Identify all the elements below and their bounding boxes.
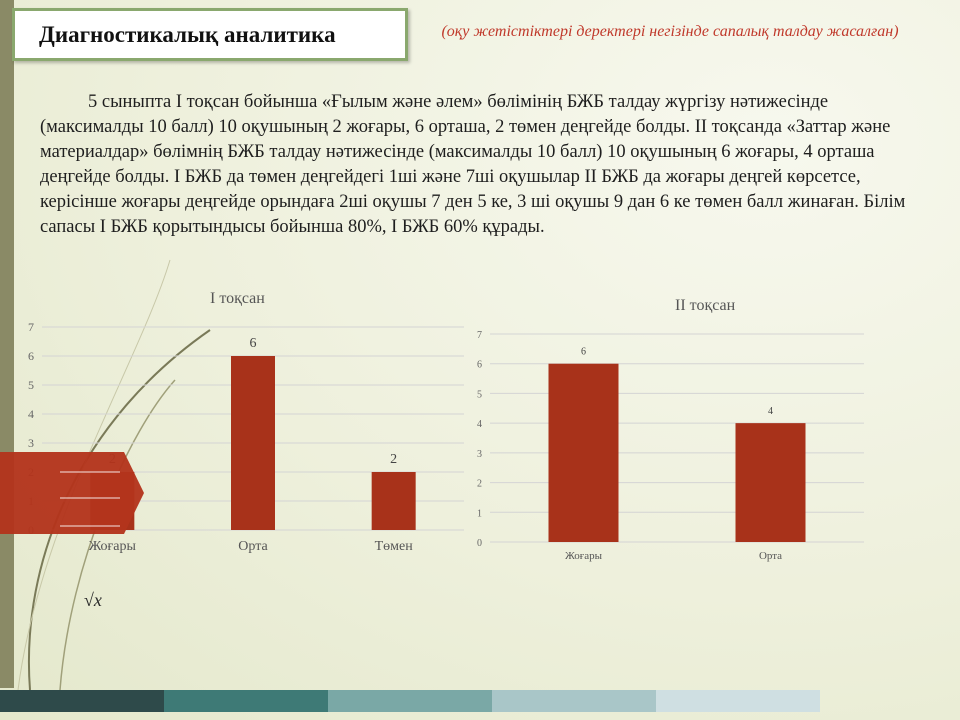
- y-tick-label: 4: [28, 407, 34, 421]
- chart1-title: І тоқсан: [210, 290, 265, 307]
- bar: [231, 356, 275, 530]
- band-segment-4: [492, 690, 656, 712]
- x-category-label: Жоғары: [88, 539, 136, 554]
- bar: [736, 423, 806, 542]
- y-tick-label: 7: [28, 320, 34, 334]
- y-tick-label: 7: [477, 330, 482, 341]
- chart-quarter-2: [470, 320, 920, 565]
- x-category-label: Жоғары: [564, 550, 603, 562]
- band-segment-1: [0, 690, 164, 712]
- y-tick-label: 6: [477, 359, 482, 371]
- slide-title-box: [12, 8, 408, 61]
- data-label: 4: [768, 406, 773, 418]
- band-segment-2: [164, 690, 328, 712]
- bar: [549, 364, 619, 542]
- data-label: 6: [581, 346, 586, 358]
- data-label: 2: [390, 452, 398, 467]
- y-tick-label: 6: [28, 349, 34, 363]
- left-accent-bar: [0, 0, 14, 688]
- slide-subtitle: (оқу жетістіктері деректері негізінде сапалық талдау жасалған): [441, 23, 899, 40]
- band-segment-3: [328, 690, 492, 712]
- x-category-label: Төмен: [374, 539, 413, 554]
- y-tick-label: 4: [477, 419, 482, 431]
- x-category-label: Орта: [758, 550, 783, 562]
- y-tick-label: 2: [477, 478, 482, 490]
- slide-title: Диагностикалық аналитика: [39, 21, 336, 47]
- arrow-shape-icon: [0, 452, 144, 534]
- bar: [372, 472, 416, 530]
- y-tick-label: 0: [477, 538, 482, 549]
- y-tick-label: 5: [28, 378, 34, 392]
- y-tick-label: 5: [477, 389, 482, 401]
- chart2-title: ІІ тоқсан: [675, 297, 736, 314]
- x-category-label: Орта: [238, 539, 268, 554]
- bottom-color-band: [0, 690, 960, 712]
- analysis-paragraph: 5 сыныпта І тоқсан бойынша «Ғылым және әлем» бөлімінің БЖБ талдау жүргізу нәтижесінде (максималды 10 балл) 10 оқушының 2 жоғары, 6 орташа, 2 төмен деңгейде болды. ІІ тоқсанда «Заттар және материалдар» бөлімнің БЖБ талдау нәтижесінде (максималды 10 балл) 10 оқушының 6 жоғары, 4 орташа деңгейде болды. І БЖБ да төмен деңгейдегі 1ші және 7ші оқушылар ІІ БЖБ да жоғары деңгей көрсетсе, керісінше жоғары деңгейде орындаға 2ші оқушы 7 ден 5 ке, 3 ші оқушы 9 дан 6 ке төмен балл жинаған. Білім сапасы І БЖБ қорытындысы бойынша 80%, І БЖБ 60% құрады.: [40, 92, 906, 237]
- data-label: 6: [249, 336, 257, 351]
- y-tick-label: 3: [477, 448, 482, 460]
- y-tick-label: 1: [477, 508, 482, 520]
- y-tick-label: 3: [28, 436, 34, 450]
- formula-symbol: √x: [84, 590, 102, 610]
- band-segment-5: [656, 690, 820, 712]
